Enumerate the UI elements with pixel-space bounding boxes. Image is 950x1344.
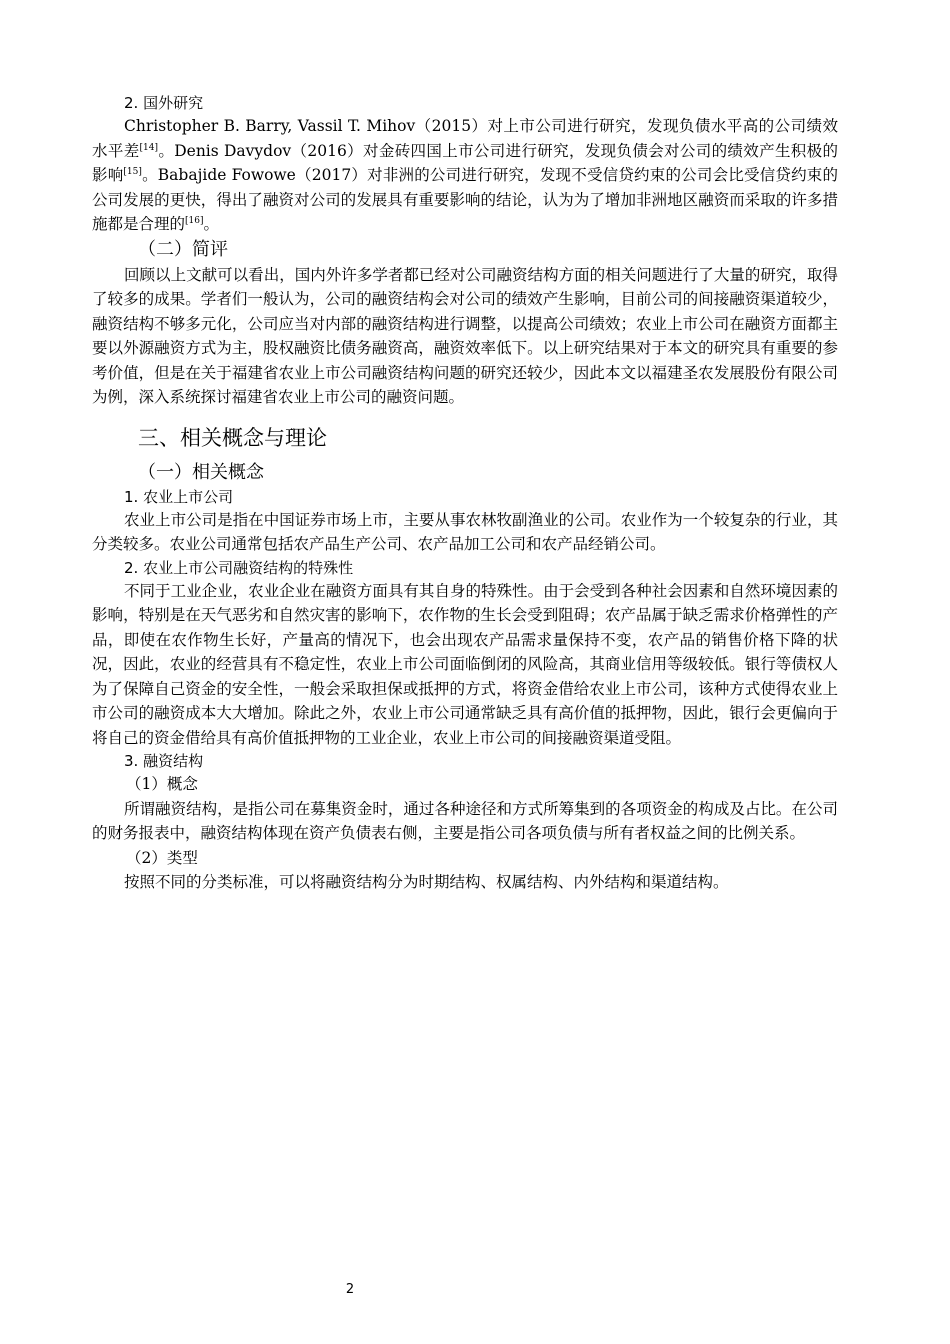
paragraph-review: 回顾以上文献可以看出，国内外许多学者都已经对公司融资结构方面的相关问题进行了大量的研究，取得了较多的成果。学者们一般认为，公司的融资结构会对公司的绩效产生影响，目前公司的间接融资渠道较少，融资结构不够多元化，公司应当对内部的融资结构进行调整，以提高公司绩效；农业上市公司在融资方面都主要以外源融资方式为主，股权融资比债务融资高，融资效率低下。以上研究结果对于本文的研究具有重要的参考价值，但是在关于福建省农业上市公司融资结构问题的研究还较少，因此本文以福建圣农发展股份有限公司为例，深入系统探讨福建省农业上市公司的融资问题。 — [92, 265, 838, 406]
item-heading-concept: （1）概念 — [126, 775, 198, 793]
chapter-heading: 三、相关概念与理论 — [138, 425, 327, 450]
subsection-heading-financing-structure: 3. 融资结构 — [124, 752, 204, 770]
paragraph-types: 按照不同的分类标准，可以将融资结构分为时期结构、权属结构、内外结构和渠道结构。 — [124, 873, 729, 891]
citation-ref: [15] — [123, 167, 142, 177]
text-run: 。 — [203, 215, 220, 233]
subsection-heading-special-features: 2. 农业上市公司融资结构的特殊性 — [124, 558, 354, 577]
document-page — [92, 92, 838, 895]
text-run: 。Babajide Fowowe（2017）对非洲的公司进行研究，发现不受信贷约束的公司会比受信贷约束的公司发展的更快，得出了融资对公司的发展具有重要影响的结论，认为为了增加非洲地区融资而采取的许多措施都是合理的 — [92, 166, 838, 233]
page-number: 2 — [345, 1282, 355, 1297]
text-run: Christopher B. Barry, Vassil T. Mihov（2015）对上市公司进行研究，发现负债水平高的公司绩效水平差 — [92, 117, 838, 160]
paragraph-special-features: 不同于工业企业，农业企业在融资方面具有其自身的特殊性。由于会受到各种社会因素和自然环境因素的影响，特别是在天气恶劣和自然灾害的影响下，农作物的生长会受到阻碍；农产品属于缺乏需求价格弹性的产品，即使在农作物生长好，产量高的情况下，也会出现农产品需求量保持不变，农产品的销售价格下降的状况，因此，农业的经营具有不稳定性，农业上市公司面临倒闭的风险高，其商业信用等级较低。银行等债权人为了保障自己资金的安全性，一般会采取担保或抵押的方式，将资金借给农业上市公司，该种方式使得农业上市公司的融资成本大大增加。除此之外，农业上市公司通常缺乏具有高价值的抵押物，因此，银行会更偏向于将自己的资金借给具有高价值抵押物的工业企业，农业上市公司的间接融资渠道受阻。 — [92, 581, 838, 747]
subsection-heading-agri-company: 1. 农业上市公司 — [124, 487, 234, 506]
paragraph-agri-company: 农业上市公司是指在中国证券市场上市，主要从事农林牧副渔业的公司。农业作为一个较复杂的行业，其分类较多。农业公司通常包括农产品生产公司、农产品加工公司和农产品经销公司。 — [92, 510, 838, 553]
text-run: 。Denis Davydov（2016）对金砖四国上市公司进行研究，发现负债会对公司的绩效产生积极的影响 — [92, 141, 838, 184]
subsection-heading-foreign-research: 2. 国外研究 — [124, 94, 204, 112]
paragraph-concept: 所谓融资结构，是指公司在募集资金时，通过各种途径和方式所筹集到的各项资金的构成及占比。在公司的财务报表中，融资结构体现在资产负债表右侧，主要是指公司各项负债与所有者权益之间的比例关系。 — [92, 799, 838, 842]
citation-ref: [14] — [139, 142, 159, 153]
citation-ref: [16] — [185, 216, 204, 226]
item-heading-types: （2）类型 — [126, 848, 198, 867]
section-heading-review: （二）简评 — [138, 238, 228, 260]
section-heading-concepts: （一）相关概念 — [138, 461, 264, 483]
paragraph-foreign-research — [92, 114, 838, 237]
